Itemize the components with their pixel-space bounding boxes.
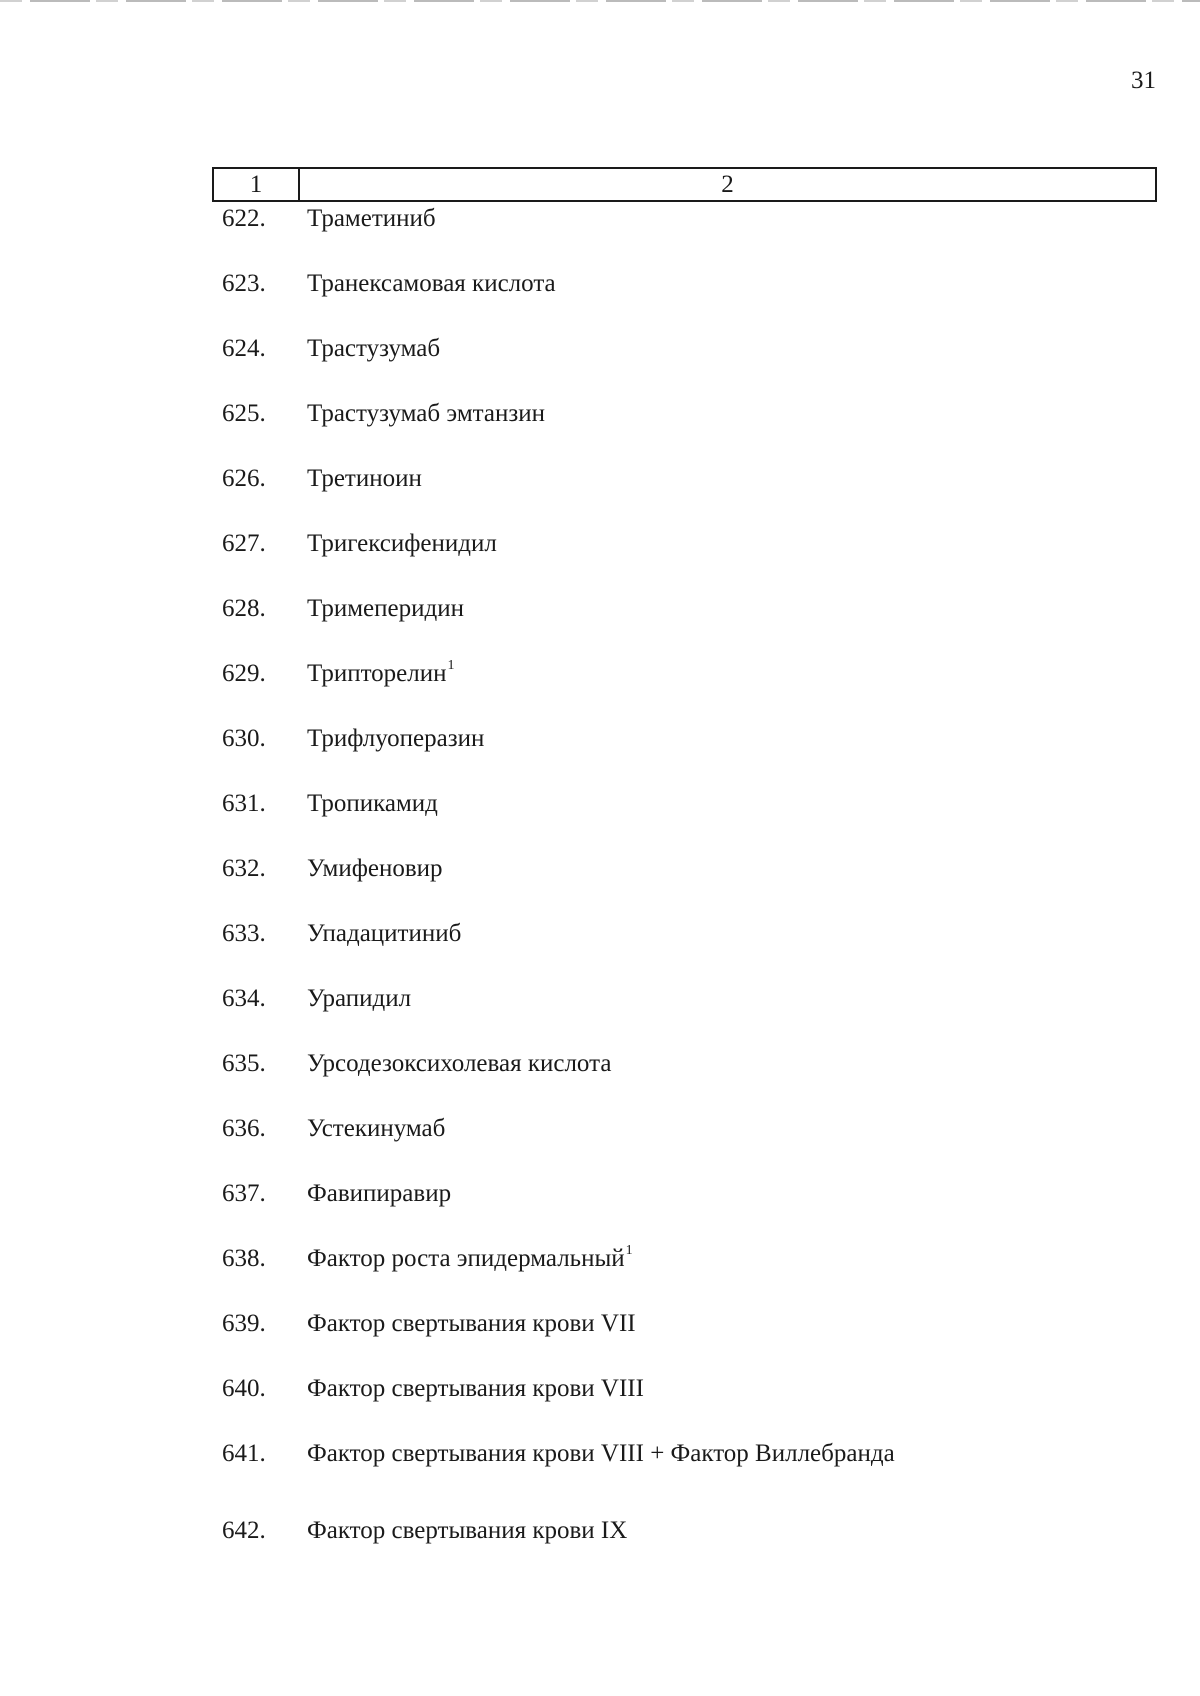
table-header-col1: 1 bbox=[214, 169, 300, 200]
row-name: Тримеперидин bbox=[307, 595, 464, 622]
row-number: 641. bbox=[222, 1440, 266, 1467]
table-row bbox=[0, 329, 1200, 369]
row-number: 633. bbox=[222, 920, 266, 947]
table-row bbox=[0, 1304, 1200, 1344]
row-name: Трастузумаб эмтанзин bbox=[307, 400, 546, 427]
row-number: 626. bbox=[222, 465, 266, 492]
table-row bbox=[0, 784, 1200, 824]
table-row bbox=[0, 1044, 1200, 1084]
table-row bbox=[0, 524, 1200, 564]
table-row bbox=[0, 589, 1200, 629]
table-row bbox=[0, 1239, 1200, 1279]
row-number: 623. bbox=[222, 270, 266, 297]
table-row bbox=[0, 1434, 1200, 1474]
row-number: 635. bbox=[222, 1050, 266, 1077]
row-name: Трифлуоперазин bbox=[307, 725, 485, 752]
row-name: Фактор свертывания крови VIII + Фактор Виллебранда bbox=[307, 1440, 895, 1467]
row-name: Фактор свертывания крови IX bbox=[307, 1517, 628, 1544]
row-number: 624. bbox=[222, 335, 266, 362]
row-name: Урсодезоксихолевая кислота bbox=[307, 1050, 612, 1077]
row-number: 639. bbox=[222, 1310, 266, 1337]
row-number: 627. bbox=[222, 530, 266, 557]
row-name: Транексамовая кислота bbox=[307, 270, 556, 297]
row-name: Тропикамид bbox=[307, 790, 438, 817]
table-row bbox=[0, 1109, 1200, 1149]
row-name: Третиноин bbox=[307, 465, 422, 492]
row-name: Фактор роста эпидермальный$^1$ bbox=[307, 1243, 633, 1272]
row-name: Траметиниб bbox=[307, 205, 436, 232]
table-row bbox=[0, 1174, 1200, 1214]
table-row bbox=[0, 459, 1200, 499]
row-number: 629. bbox=[222, 660, 266, 687]
row-name: Урапидил bbox=[307, 985, 412, 1012]
row-number: 625. bbox=[222, 400, 266, 427]
row-name: Фактор свертывания крови VIII bbox=[307, 1375, 644, 1402]
row-name: Устекинумаб bbox=[307, 1115, 446, 1142]
row-name: Фактор свертывания крови VII bbox=[307, 1310, 636, 1337]
row-number: 640. bbox=[222, 1375, 266, 1402]
row-number: 637. bbox=[222, 1180, 266, 1207]
footnote-marker: 1 bbox=[447, 658, 455, 673]
footnote-marker: 1 bbox=[625, 1243, 633, 1258]
page-number: 31 bbox=[1131, 67, 1156, 94]
row-name: Трипторелин$^1$ bbox=[307, 658, 455, 687]
row-number: 642. bbox=[222, 1517, 266, 1544]
row-number: 630. bbox=[222, 725, 266, 752]
row-name: Трастузумаб bbox=[307, 335, 441, 362]
table-row bbox=[0, 914, 1200, 954]
row-number: 632. bbox=[222, 855, 266, 882]
row-name: Фавипиравир bbox=[307, 1180, 452, 1207]
table-row bbox=[0, 199, 1200, 239]
table-row bbox=[0, 394, 1200, 434]
row-number: 638. bbox=[222, 1245, 266, 1272]
table-row bbox=[0, 849, 1200, 889]
row-number: 636. bbox=[222, 1115, 266, 1142]
table-row bbox=[0, 264, 1200, 304]
row-name: Умифеновир bbox=[307, 855, 443, 882]
table-row bbox=[0, 719, 1200, 759]
table-header-col2: 2 bbox=[721, 170, 734, 198]
table-row bbox=[0, 979, 1200, 1019]
row-name: Упадацитиниб bbox=[307, 920, 462, 947]
row-number: 631. bbox=[222, 790, 266, 817]
row-number: 622. bbox=[222, 205, 266, 232]
row-name: Тригексифенидил bbox=[307, 530, 497, 557]
row-number: 628. bbox=[222, 595, 266, 622]
table-row bbox=[0, 1511, 1200, 1551]
table-row bbox=[0, 1369, 1200, 1409]
table-row bbox=[0, 654, 1200, 694]
row-number: 634. bbox=[222, 985, 266, 1012]
